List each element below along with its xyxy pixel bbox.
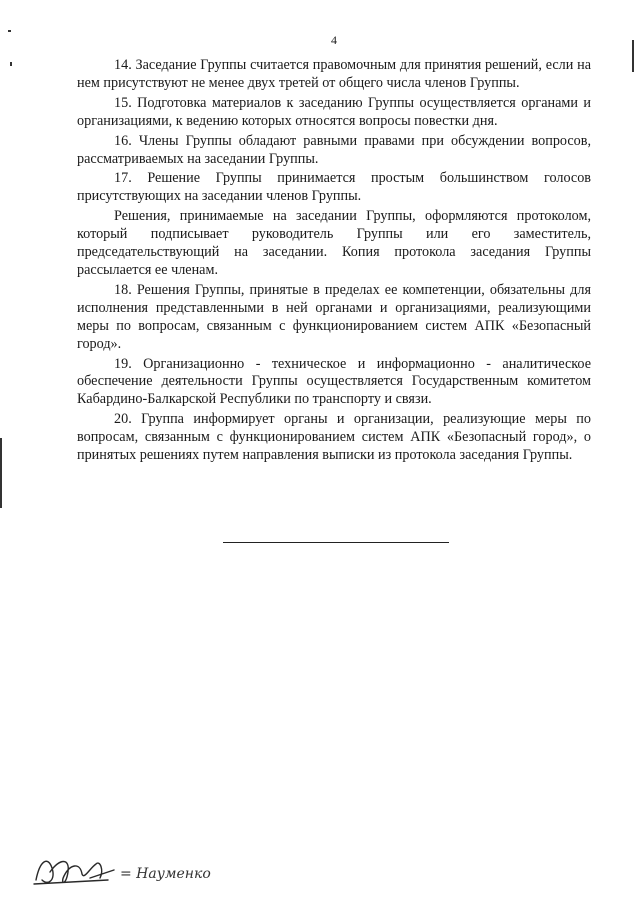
paragraph-19: 19. Организационно - техническое и информационно - аналитическое обеспечение деятельности Группы осуществляется Государственным комитетом Кабардино-Балкарской Республики по транспорту и связи. — [77, 355, 591, 408]
margin-mark-top — [8, 30, 11, 32]
paragraph-17: 17. Решение Группы принимается простым большинством голосов присутствующих на заседании членов Группы. — [77, 170, 591, 205]
paragraph-16: 16. Члены Группы обладают равными правами при обсуждении вопросов, рассматриваемых на заседании Группы. — [77, 132, 591, 167]
margin-mark-right — [632, 40, 634, 72]
margin-mark-corner — [10, 62, 12, 66]
paragraph-15: 15. Подготовка материалов к заседанию Группы осуществляется органами и организациями, к ведению которых относятся вопросы повестки дня. — [77, 94, 591, 129]
paragraph-18: 18. Решения Группы, принятые в пределах ее компетенции, обязательны для исполнения представленными в ней органами и организациями, реализующими меры по вопросам, связанным с функционированием систем АПК «Безопасный город». — [77, 281, 591, 352]
document-body — [77, 57, 591, 467]
signature-caption: = Науменко — [120, 866, 211, 882]
margin-mark-line — [0, 438, 2, 508]
paragraph-14: 14. Заседание Группы считается правомочным для принятия решений, если на нем присутствуют не менее двух третей от общего числа членов Группы. — [77, 57, 591, 91]
paragraph-20: 20. Группа информирует органы и организации, реализующие меры по вопросам, связанным с функционированием систем АПК «Безопасный город», о принятых решениях путем направления выписки из протокола заседания Группы. — [77, 411, 591, 464]
handwritten-signature — [30, 850, 120, 890]
paragraph-17-decisions: Решения, принимаемые на заседании Группы, оформляются протоколом, который подписывает руководитель Группы или его заместитель, председательствующий на заседании. Копия протокола заседания Группы рассылается ее членам. — [77, 208, 591, 278]
closing-rule — [223, 542, 449, 543]
page-number: 4 — [331, 33, 337, 47]
